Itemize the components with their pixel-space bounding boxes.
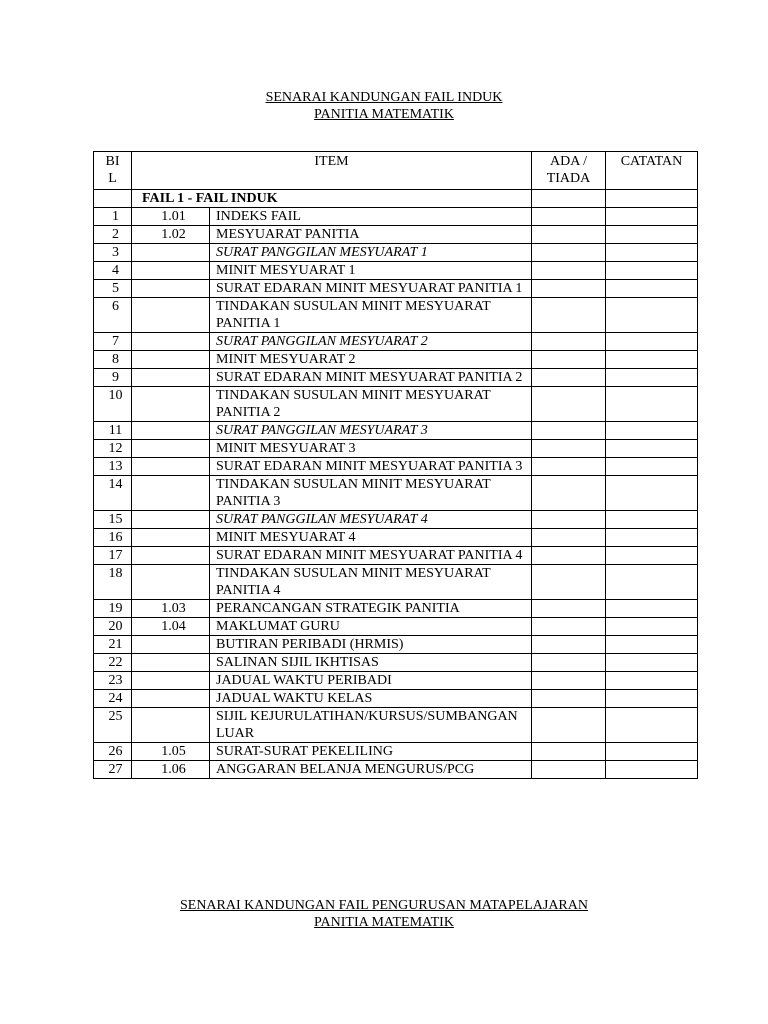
table-row — [94, 280, 698, 298]
document-title — [0, 89, 768, 123]
row-bil: 26 — [94, 743, 132, 761]
row-ada-tiada — [532, 422, 606, 440]
row-bil: 20 — [94, 618, 132, 636]
row-ada-tiada — [532, 547, 606, 565]
table-header-row — [94, 152, 698, 190]
table-row — [94, 351, 698, 369]
row-ada-tiada — [532, 440, 606, 458]
table-row — [94, 618, 698, 636]
table-row — [94, 654, 698, 672]
row-code — [132, 654, 210, 672]
row-catatan — [606, 672, 698, 690]
table-row — [94, 298, 698, 333]
row-item: SURAT-SURAT PEKELILING — [210, 743, 532, 761]
table-row — [94, 440, 698, 458]
row-catatan — [606, 654, 698, 672]
row-bil: 3 — [94, 244, 132, 262]
header-bil — [94, 152, 132, 190]
row-catatan — [606, 511, 698, 529]
row-code — [132, 690, 210, 708]
table-row — [94, 600, 698, 618]
row-code — [132, 708, 210, 743]
row-item: SURAT PANGGILAN MESYUARAT 4 — [210, 511, 532, 529]
row-item: MINIT MESYUARAT 3 — [210, 440, 532, 458]
row-item: INDEKS FAIL — [210, 208, 532, 226]
section-title: FAIL 1 - FAIL INDUK — [132, 190, 532, 208]
table-row — [94, 422, 698, 440]
row-item: TINDAKAN SUSULAN MINIT MESYUARAT PANITIA 2 — [210, 387, 532, 422]
row-bil: 19 — [94, 600, 132, 618]
row-catatan — [606, 458, 698, 476]
row-ada-tiada — [532, 690, 606, 708]
header-bil-line-2: L — [108, 171, 117, 186]
table-row — [94, 369, 698, 387]
row-bil: 7 — [94, 333, 132, 351]
row-code — [132, 244, 210, 262]
row-item: SURAT EDARAN MINIT MESYUARAT PANITIA 2 — [210, 369, 532, 387]
row-code — [132, 636, 210, 654]
row-item: MINIT MESYUARAT 4 — [210, 529, 532, 547]
row-code — [132, 458, 210, 476]
table-row — [94, 672, 698, 690]
row-bil: 23 — [94, 672, 132, 690]
row-item: BUTIRAN PERIBADI (HRMIS) — [210, 636, 532, 654]
table-row — [94, 458, 698, 476]
row-ada-tiada — [532, 298, 606, 333]
row-ada-tiada — [532, 351, 606, 369]
row-ada-tiada — [532, 761, 606, 779]
row-item: TINDAKAN SUSULAN MINIT MESYUARAT PANITIA 4 — [210, 565, 532, 600]
row-code — [132, 280, 210, 298]
table-row — [94, 761, 698, 779]
section-bil-cell — [94, 190, 132, 208]
row-code — [132, 298, 210, 333]
contents-table — [93, 151, 698, 779]
row-catatan — [606, 761, 698, 779]
row-catatan — [606, 387, 698, 422]
table-row — [94, 476, 698, 511]
row-code — [132, 672, 210, 690]
row-code — [132, 351, 210, 369]
row-ada-tiada — [532, 654, 606, 672]
row-catatan — [606, 636, 698, 654]
row-code — [132, 476, 210, 511]
table-row — [94, 208, 698, 226]
row-catatan — [606, 547, 698, 565]
row-item: SIJIL KEJURULATIHAN/KURSUS/SUMBANGAN LUAR — [210, 708, 532, 743]
row-code: 1.06 — [132, 761, 210, 779]
header-ada-tiada — [532, 152, 606, 190]
row-bil: 1 — [94, 208, 132, 226]
row-ada-tiada — [532, 743, 606, 761]
row-ada-tiada — [532, 387, 606, 422]
table-row — [94, 387, 698, 422]
row-code — [132, 387, 210, 422]
row-code — [132, 369, 210, 387]
row-bil: 16 — [94, 529, 132, 547]
row-catatan — [606, 708, 698, 743]
row-code: 1.01 — [132, 208, 210, 226]
row-item: SURAT EDARAN MINIT MESYUARAT PANITIA 3 — [210, 458, 532, 476]
row-item: SURAT EDARAN MINIT MESYUARAT PANITIA 4 — [210, 547, 532, 565]
row-bil: 25 — [94, 708, 132, 743]
table-row — [94, 565, 698, 600]
row-bil: 13 — [94, 458, 132, 476]
row-bil: 24 — [94, 690, 132, 708]
row-item: ANGGARAN BELANJA MENGURUS/PCG — [210, 761, 532, 779]
row-ada-tiada — [532, 511, 606, 529]
header-catatan: CATATAN — [606, 152, 698, 190]
row-item: SURAT PANGGILAN MESYUARAT 1 — [210, 244, 532, 262]
row-catatan — [606, 280, 698, 298]
row-item: SURAT PANGGILAN MESYUARAT 3 — [210, 422, 532, 440]
second-document-title — [0, 897, 768, 931]
row-bil: 17 — [94, 547, 132, 565]
row-ada-tiada — [532, 708, 606, 743]
row-catatan — [606, 618, 698, 636]
row-catatan — [606, 369, 698, 387]
section-catatan-cell — [606, 190, 698, 208]
table-row — [94, 511, 698, 529]
second-title-line-2: PANITIA MATEMATIK — [314, 915, 454, 930]
row-catatan — [606, 743, 698, 761]
table-row — [94, 529, 698, 547]
row-ada-tiada — [532, 636, 606, 654]
row-bil: 10 — [94, 387, 132, 422]
header-ada-line-1: ADA / — [550, 154, 587, 169]
document-title-line-1: SENARAI KANDUNGAN FAIL INDUK — [265, 90, 503, 105]
row-code: 1.02 — [132, 226, 210, 244]
second-title-line-1: SENARAI KANDUNGAN FAIL PENGURUSAN MATAPELAJARAN — [179, 898, 588, 913]
header-ada-line-2: TIADA — [546, 171, 591, 186]
row-code — [132, 511, 210, 529]
row-catatan — [606, 333, 698, 351]
row-bil: 9 — [94, 369, 132, 387]
row-bil: 14 — [94, 476, 132, 511]
row-code: 1.03 — [132, 600, 210, 618]
row-ada-tiada — [532, 208, 606, 226]
row-ada-tiada — [532, 476, 606, 511]
row-item: MINIT MESYUARAT 2 — [210, 351, 532, 369]
row-ada-tiada — [532, 369, 606, 387]
row-ada-tiada — [532, 280, 606, 298]
row-ada-tiada — [532, 262, 606, 280]
table-row — [94, 743, 698, 761]
row-item: MESYUARAT PANITIA — [210, 226, 532, 244]
row-ada-tiada — [532, 333, 606, 351]
row-item: TINDAKAN SUSULAN MINIT MESYUARAT PANITIA 1 — [210, 298, 532, 333]
table-row — [94, 690, 698, 708]
row-item: SALINAN SIJIL IKHTISAS — [210, 654, 532, 672]
row-bil: 18 — [94, 565, 132, 600]
row-catatan — [606, 422, 698, 440]
row-code — [132, 440, 210, 458]
row-ada-tiada — [532, 672, 606, 690]
section-ada-cell — [532, 190, 606, 208]
row-ada-tiada — [532, 458, 606, 476]
row-bil: 4 — [94, 262, 132, 280]
row-bil: 2 — [94, 226, 132, 244]
row-item: MAKLUMAT GURU — [210, 618, 532, 636]
row-code — [132, 422, 210, 440]
row-code — [132, 333, 210, 351]
row-catatan — [606, 565, 698, 600]
row-catatan — [606, 351, 698, 369]
table-row — [94, 244, 698, 262]
row-code — [132, 565, 210, 600]
row-bil: 6 — [94, 298, 132, 333]
table-row — [94, 547, 698, 565]
row-bil: 21 — [94, 636, 132, 654]
row-catatan — [606, 208, 698, 226]
row-code: 1.04 — [132, 618, 210, 636]
row-code — [132, 547, 210, 565]
row-code — [132, 529, 210, 547]
row-code — [132, 262, 210, 280]
row-catatan — [606, 262, 698, 280]
row-bil: 27 — [94, 761, 132, 779]
table-row — [94, 262, 698, 280]
header-item: ITEM — [132, 152, 532, 190]
row-item: JADUAL WAKTU PERIBADI — [210, 672, 532, 690]
row-ada-tiada — [532, 565, 606, 600]
row-bil: 8 — [94, 351, 132, 369]
row-bil: 11 — [94, 422, 132, 440]
row-bil: 5 — [94, 280, 132, 298]
row-item: JADUAL WAKTU KELAS — [210, 690, 532, 708]
row-item: MINIT MESYUARAT 1 — [210, 262, 532, 280]
row-catatan — [606, 440, 698, 458]
row-code: 1.05 — [132, 743, 210, 761]
row-bil: 15 — [94, 511, 132, 529]
row-catatan — [606, 600, 698, 618]
table-row — [94, 708, 698, 743]
row-ada-tiada — [532, 244, 606, 262]
row-ada-tiada — [532, 529, 606, 547]
row-catatan — [606, 529, 698, 547]
row-catatan — [606, 298, 698, 333]
row-bil: 12 — [94, 440, 132, 458]
row-item: SURAT EDARAN MINIT MESYUARAT PANITIA 1 — [210, 280, 532, 298]
row-ada-tiada — [532, 226, 606, 244]
table-row — [94, 333, 698, 351]
header-bil-line-1: BI — [105, 154, 120, 169]
row-catatan — [606, 476, 698, 511]
row-item: TINDAKAN SUSULAN MINIT MESYUARAT PANITIA 3 — [210, 476, 532, 511]
section-row — [94, 190, 698, 208]
document-title-line-2: PANITIA MATEMATIK — [314, 107, 454, 122]
row-catatan — [606, 244, 698, 262]
table-row — [94, 636, 698, 654]
table-row — [94, 226, 698, 244]
row-item: PERANCANGAN STRATEGIK PANITIA — [210, 600, 532, 618]
row-item: SURAT PANGGILAN MESYUARAT 2 — [210, 333, 532, 351]
row-catatan — [606, 690, 698, 708]
row-catatan — [606, 226, 698, 244]
row-bil: 22 — [94, 654, 132, 672]
row-ada-tiada — [532, 600, 606, 618]
row-ada-tiada — [532, 618, 606, 636]
